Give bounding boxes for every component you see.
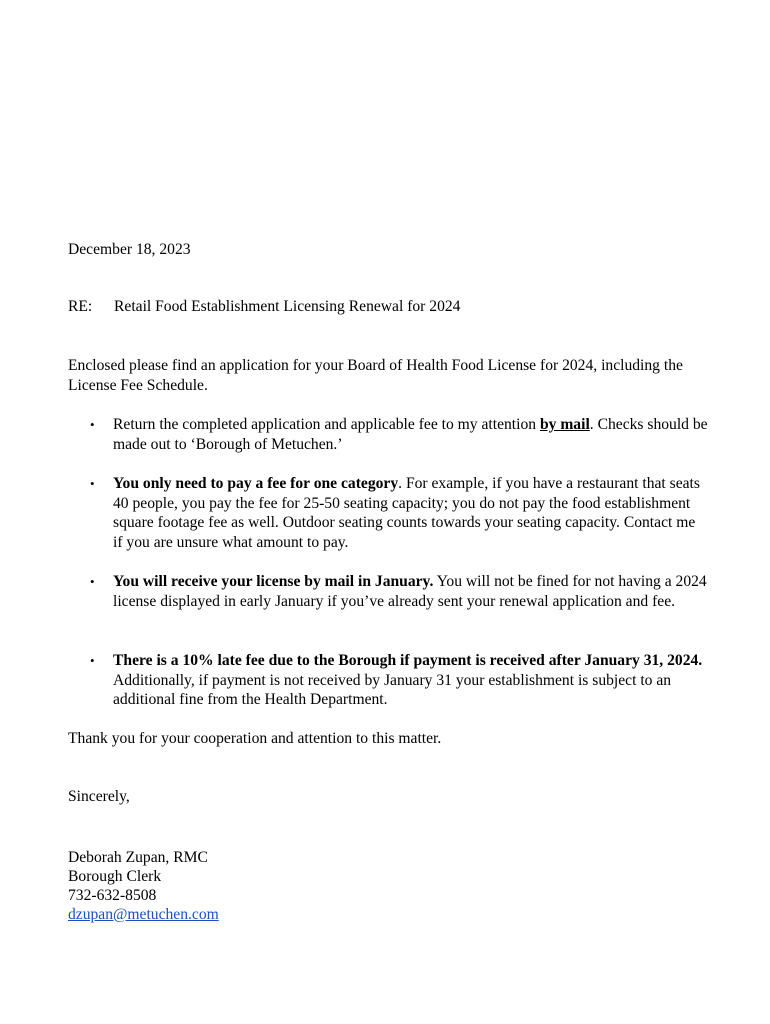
signature-name: Deborah Zupan, RMC <box>68 849 208 866</box>
bullet-icon: • <box>90 417 95 432</box>
bullet-emphasis: You only need to pay a fee for one category <box>113 475 399 492</box>
list-item <box>68 651 708 710</box>
bullet-emphasis: by mail <box>539 416 590 433</box>
bullet-text: You will not be fined for not having a 2024 license displayed in early January if you’ve already sent your renewal application and fee. <box>113 573 707 610</box>
bullet-icon: • <box>90 574 95 589</box>
list-item <box>68 572 708 611</box>
list-item <box>68 415 708 454</box>
re-label: RE: <box>68 298 93 315</box>
email-link[interactable]: dzupan@metuchen.com <box>68 906 219 923</box>
intro-paragraph: Enclosed please find an application for your Board of Health Food License for 2024, including the License Fee Schedule. <box>68 357 683 394</box>
bullet-text: Return the completed application and applicable fee to my attention <box>113 416 540 433</box>
bullet-icon: • <box>90 653 95 668</box>
bullet-emphasis: There is a 10% late fee due to the Borough if payment is received after January 31, 2024. <box>113 652 703 669</box>
list-item <box>68 474 708 552</box>
bullet-emphasis: You will receive your license by mail in January. <box>113 573 434 590</box>
bullet-icon: • <box>90 476 95 491</box>
letter-date: December 18, 2023 <box>68 241 191 258</box>
signature-title: Borough Clerk <box>68 868 162 885</box>
thanks-line: Thank you for your cooperation and attention to this matter. <box>68 730 442 747</box>
re-line <box>68 297 460 317</box>
signature-email <box>68 905 219 925</box>
bullet-text: Additionally, if payment is not received by January 31 your establishment is subject to an additional fine from the Health Department. <box>113 671 672 708</box>
signature-phone: 732-632-8508 <box>68 887 157 904</box>
bullet-text: . For example, if you have a restaurant that seats 40 people, you pay the fee for 25-50 seating capacity; you do not pay the food establishment square footage fee as well. Outdoor seating counts towards your seating capacity. Contact me if you are unsure what amount to pay. <box>113 475 700 551</box>
closing-line: Sincerely, <box>68 788 130 805</box>
bullet-text: . Checks should be made out to ‘Borough of Metuchen.’ <box>113 416 708 453</box>
re-subject: Retail Food Establishment Licensing Renewal for 2024 <box>114 298 461 315</box>
